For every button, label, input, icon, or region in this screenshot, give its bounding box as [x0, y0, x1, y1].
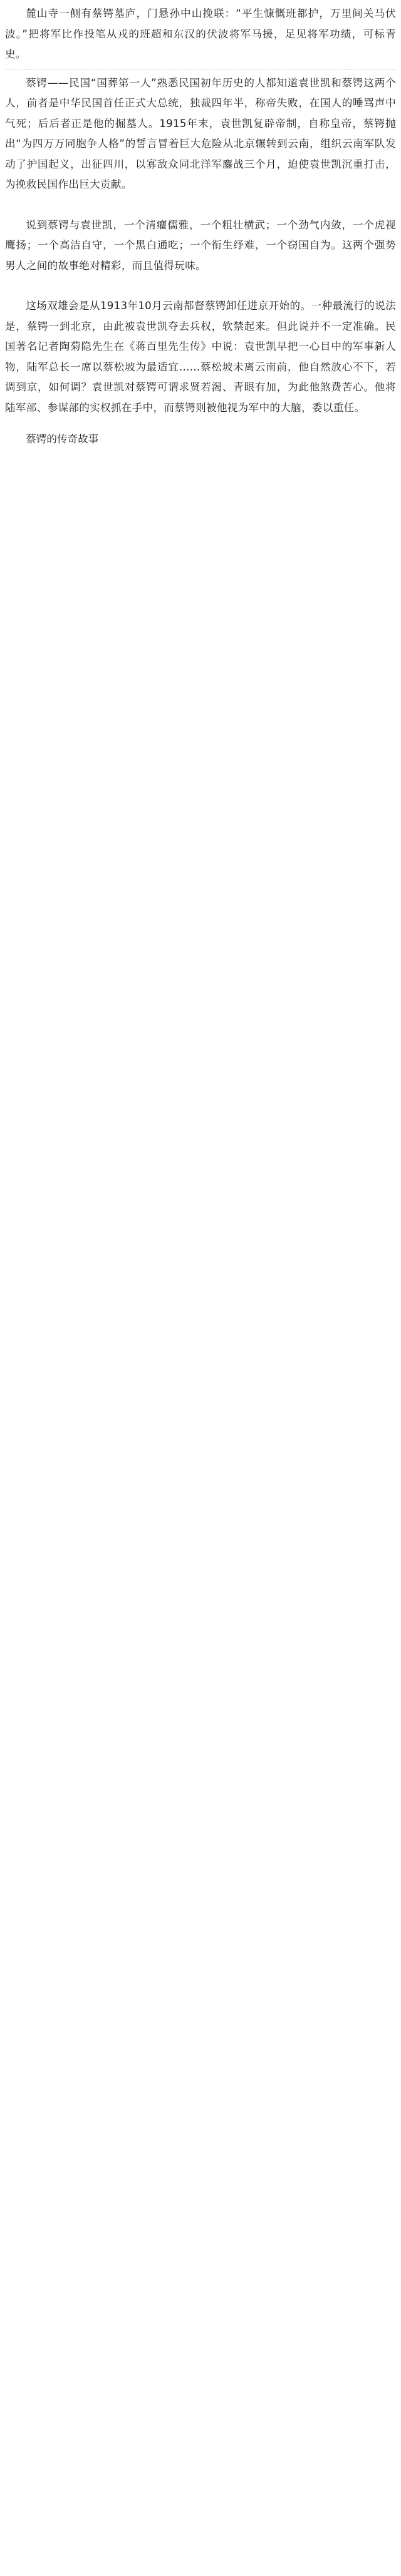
- article-paragraph: 说到蔡锷与袁世凯，一个清癯儒雅，一个粗壮横武；一个劲气内敛，一个虎视鹰扬；一个高洁自守，一个黑白通吃；一个衔生纾难，一个窃国自为。这两个强势男人之间的故事绝对精彩，而且值得玩味。: [5, 218, 396, 272]
- article-paragraph: 蔡锷——民国“国葬第一人”熟悉民国初年历史的人都知道袁世凯和蔡锷这两个人，前者是中华民国首任正式大总统，独裁四年半，称帝失败，在国人的唾骂声中气死；后后者正是他的掘墓人。1915年末，袁世凯复辟帝制，自称皇帝，蔡锷抛出“为四万万同胞争人格”的誓言冒着巨大危险从北京辗转到云南，组织云南军队发动了护国起义，出征四川，以寡敌众同北洋军鏖战三个月，迫使袁世凯沉重打击，为挽救民国作出巨大贡献。: [5, 76, 396, 190]
- article-caption: 蔡锷的传奇故事: [26, 433, 99, 445]
- article-paragraph: 这场双雄会是从1913年10月云南都督蔡锷卸任进京开始的。一种最流行的说法是，蔡锷一到北京，由此被袁世凯夺去兵权，软禁起来。但此说并不一定准确。民国著名记者陶菊隐先生在《蒋百里先生传》中说：袁世凯早把一心目中的军事新人物，陆军总长一席以蔡松坡为最适宜……蔡松坡未离云南前，他自然放心不下，若调到京，如何调？袁世凯对蔡锷可谓求贤若渴、青眼有加，为此他煞费苦心。他将陆军部、参谋部的实权抓在手中，而蔡锷则被他视为军中的大脑，委以重任。: [5, 300, 396, 414]
- article-paragraph: 麓山寺一侧有蔡锷墓庐，门悬孙中山挽联：“平生慷慨班都护，万里间关马伏波。”把将军比作投笔从戎的班超和东汉的伏波将军马援，足见将军功绩，可标青史。: [5, 8, 396, 60]
- article: [5, 4, 396, 450]
